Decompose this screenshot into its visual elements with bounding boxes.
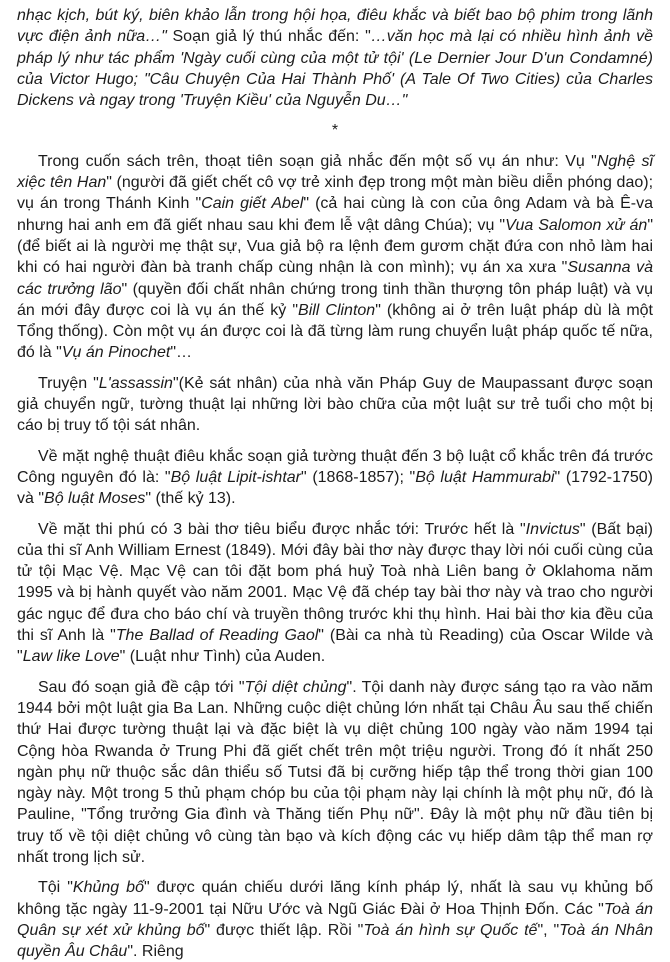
text-run: Truyện " xyxy=(38,374,99,392)
italic-text-run: Bộ luật Moses xyxy=(44,490,146,508)
text-run: ". Riêng xyxy=(127,943,184,961)
text-run: " (Bất bại) của thi sĩ Anh William Ernest (1849). Mới đây bài thơ này được thay lời nói cuối cùng của tử tội Mạc Vệ. Mạc Vệ can tôi đặt bom phá huỷ Toà nhà Liên bang ở Oklahoma năm 1995 và bị hành quyết vào năm 2001. Mạc Vệ đã chép tay bài thơ này và trao cho người gác ngục để đưa cho báo chí và truyền thông trước khi thụ hình. Hai bài thơ kia đều của thi sĩ Anh là " xyxy=(17,520,653,645)
italic-text-run: Toà án Quân sự xét xử khủng bố xyxy=(17,900,653,939)
text-run: " (quyền đối chất nhân chứng trong tinh thần thượng tôn pháp luật) và vụ án mới đây được coi là vụ án thế kỷ " xyxy=(17,280,653,319)
text-run: Tội " xyxy=(38,879,73,897)
text-run: " (1792-1750) và " xyxy=(17,468,654,508)
text-run: ". Tội danh này được sáng tạo ra vào năm 1944 bởi một luật gia Ba Lan. Những cuộc diệt chủng lớn nhất tại Châu Âu sau thế chiến thứ Hai được tường thuật lại và đặc biệt là vụ diệt chủng 100 ngày vào năm 1994 tại Cộng hòa Rwanda ở Trung Phi đã giết chết trên một triệu người. Trong đó ít nhất 250 ngàn phụ nữ thuộc sắc dân thiểu số Tutsi đã bị cưỡng hiếp tập thể trong thời gian 100 ngày này. Một trong 5 thủ phạm chóp bu của tội phạm này lại chính là một phụ nữ, đó là Pauline, "Tổng trưởng Gia đình và Thăng tiến Phụ nữ". Đây là một phụ nữ đầu tiên bị truy tố về tội diệt chủng vô cùng tàn bạo và kích động các vụ hiếp dâm tập thể man rợ nhất trong lịch sử. xyxy=(17,678,653,866)
text-run: " (Bài ca nhà tù Reading) của Oscar Wilde và " xyxy=(17,627,653,666)
italic-text-run: L'assassin xyxy=(98,374,173,392)
italic-text-run: Vua Salomon xử án xyxy=(505,216,648,234)
italic-text-run: Toà án Nhân quyền Âu Châu xyxy=(17,921,654,961)
text-run: * xyxy=(331,122,339,140)
paragraph-continuation-literature xyxy=(17,5,653,111)
text-run: "(Kẻ sát nhân) của nhà văn Pháp Guy de Maupassant được soạn giả chuyển ngữ, tường thuật lại những lời bào chữa của một luật sư trẻ tuổi cho một bị cáo bị truy tố tội sát nhân. xyxy=(17,374,654,435)
text-run: " (không ai ở trên luật pháp dù là một Tổng thống). Còn một vụ án được coi là đã từng làm rung chuyển luật pháp quốc tế nữa, đó là " xyxy=(17,301,654,362)
paragraphs-container xyxy=(17,5,653,962)
italic-text-run: The Ballad of Reading Gaol xyxy=(115,627,319,645)
text-run: " (thế kỷ 13). xyxy=(145,490,236,508)
italic-text-run: Toà án hình sự Quốc tế xyxy=(363,921,538,939)
paragraph-lassassin xyxy=(17,373,653,437)
text-run: Sau đó soạn giả đề cập tới " xyxy=(38,678,245,696)
italic-text-run: Tội diệt chủng xyxy=(244,678,347,696)
italic-text-run: Bộ luật Lipit-ishtar xyxy=(170,468,302,486)
text-run: " (cả hai cùng là con của ông Adam và bà Ê-va nhưng hai anh em đã giết nhau sau khi đem lễ vật dâng Chúa); vụ " xyxy=(17,195,653,234)
italic-text-run: Bill Clinton xyxy=(298,301,376,319)
paragraph-genocide xyxy=(17,677,653,869)
text-run: "… xyxy=(170,344,193,362)
text-run: ", " xyxy=(537,921,560,939)
italic-text-run: …văn học mà lại có nhiều hình ảnh về pháp lý như tác phẩm 'Ngày cuối cùng của một tử tội' (Le Dernier Jour D'un Condamné) của Victor Hugo; "Câu Chuyện Của Hai Thành Phố' (A Tale Of Two Cities) của Charles Dickens và ngay trong 'Truyện Kiều' của Nguyễn Du…" xyxy=(17,28,653,110)
italic-text-run: Nghệ sĩ xiệc tên Han xyxy=(17,152,654,192)
italic-text-run: Vụ án Pinochet xyxy=(61,344,171,362)
italic-text-run: Khủng bố xyxy=(72,879,144,897)
paragraph-terrorism xyxy=(17,877,653,962)
text-run: Về mặt thi phú có 3 bài thơ tiêu biểu được nhắc tới: Trước hết là " xyxy=(38,520,526,538)
italic-text-run: nhạc kịch, bút ký, biên khảo lẫn trong hội họa, điêu khắc và biết bao bộ phim trong lãnh vực điện ảnh nữa…" xyxy=(17,7,653,46)
text-run: " được thiết lập. Rồi " xyxy=(204,921,364,939)
paragraph-ancient-codes xyxy=(17,446,653,510)
text-run: " (Luật như Tình) của Auden. xyxy=(119,648,326,666)
italic-text-run: Susanna và các trưởng lão xyxy=(17,259,654,298)
italic-text-run: Invictus xyxy=(525,520,580,538)
text-run: " được quán chiếu dưới lăng kính pháp lý, nhất là sau vụ khủng bố không tặc ngày 11-9-2001 tại Nữu Ước và Ngũ Giác Đài ở Hoa Thịnh Đốn. Các " xyxy=(17,879,653,918)
paragraph-famous-cases xyxy=(17,151,653,364)
italic-text-run: Law like Love xyxy=(22,648,120,666)
text-run: " (để biết ai là người mẹ thật sự, Vua giả bộ ra lệnh đem gươm chặt đứa con nhỏ làm hai khi có hai người đàn bà tranh chấp cùng nhận là con mình); vụ án xa xưa " xyxy=(17,216,654,277)
text-run: Về mặt nghệ thuật điêu khắc soạn giả tường thuật đến 3 bộ luật cổ khắc trên đá trước Công nguyên đó là: " xyxy=(17,447,653,486)
text-run: " (1868-1857); " xyxy=(301,468,416,486)
paragraph-poems xyxy=(17,519,653,668)
text-run: Soạn giả lý thú nhắc đến: " xyxy=(166,28,371,46)
italic-text-run: Cain giết Abel xyxy=(201,195,304,213)
section-separator xyxy=(17,120,653,141)
text-run: Trong cuốn sách trên, thoạt tiên soạn giả nhắc đến một số vụ án như: Vụ " xyxy=(38,152,597,170)
italic-text-run: Bộ luật Hammurabi xyxy=(415,468,555,486)
text-run: " (người đã giết chết cô vợ trẻ xinh đẹp trong một màn biều diễn phóng dao); vụ án trong Thánh Kinh " xyxy=(17,174,654,213)
